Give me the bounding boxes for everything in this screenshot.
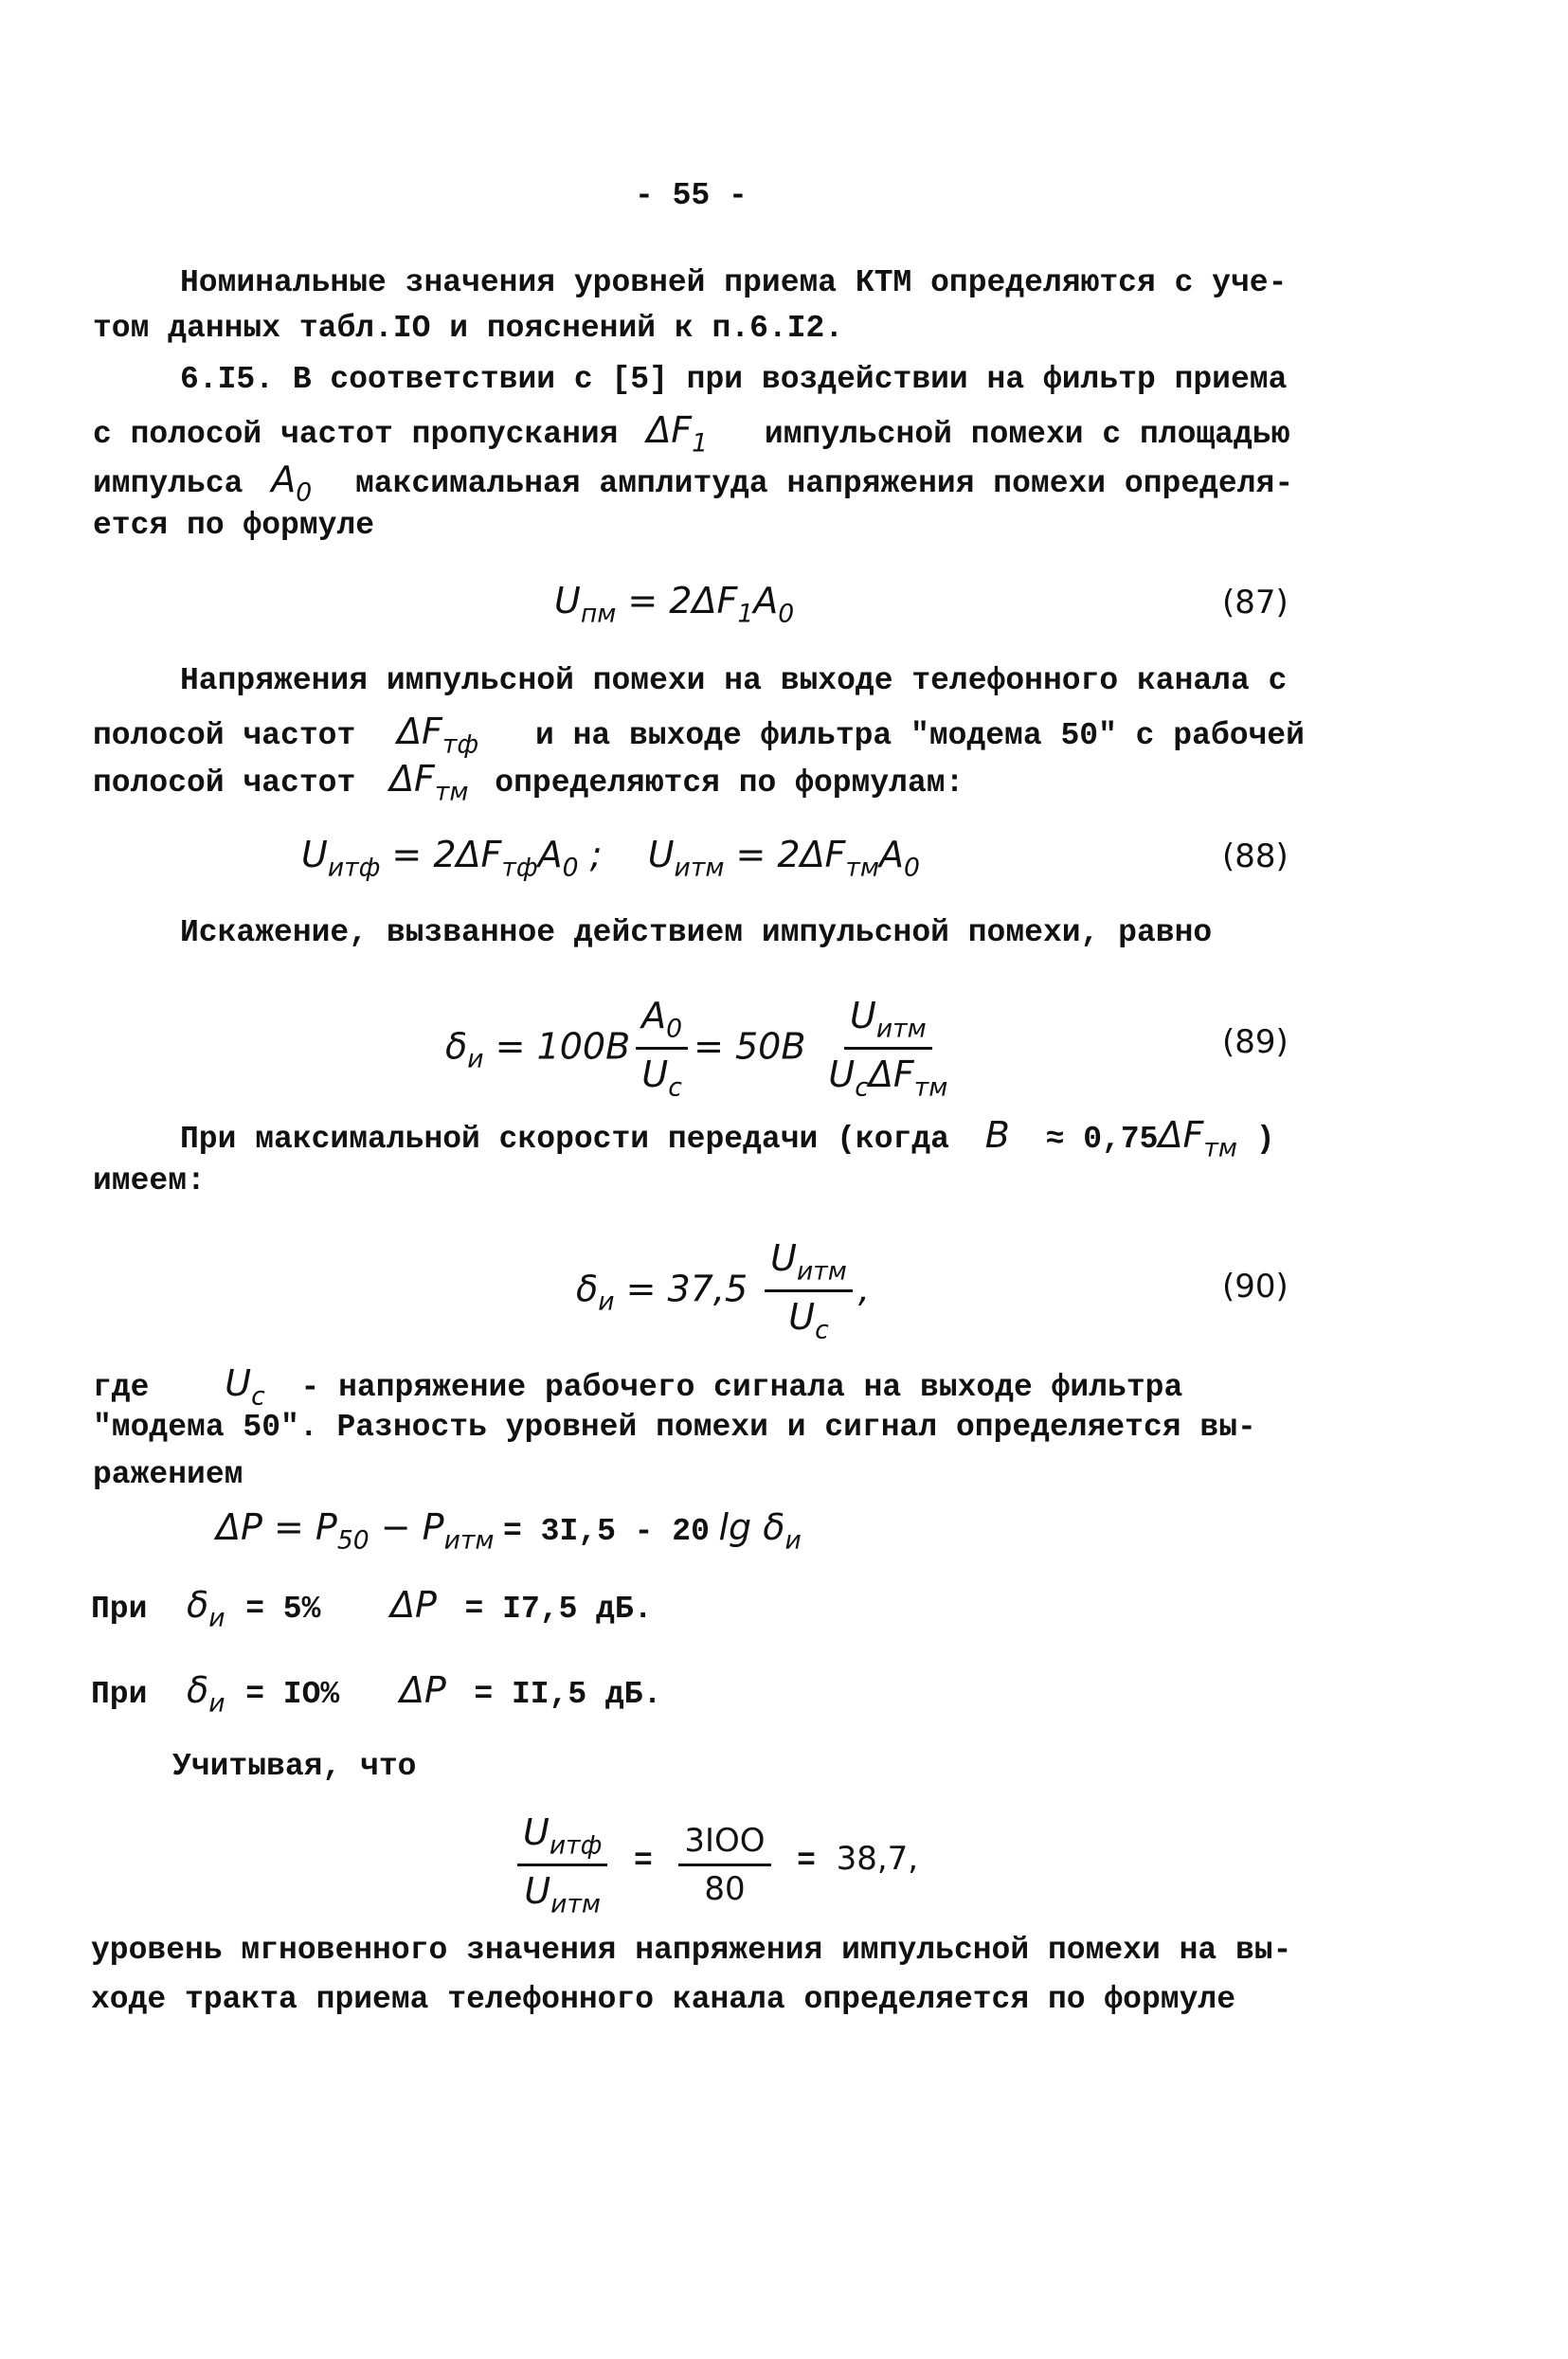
text-line: том данных табл.IO и пояснений к п.6.I2. bbox=[93, 311, 844, 346]
text-line: полосой частот $\Delta F_{тм}$ определяются по формулам: bbox=[93, 758, 964, 807]
equation-87: $U_{пм} = 2\Delta F_1A_0$ bbox=[554, 580, 795, 629]
text-line: уровень мгновенного значения напряжения импульсной помехи на вы- bbox=[91, 1933, 1292, 1968]
equation-88: $U_{итф} = 2\Delta F_{тф}A_0$ ; $U_{итм} = 2\Delta F_{тм}A_0$ bbox=[301, 834, 920, 883]
result-line-10pct: При $\delta_и = IO\%$ ΔP = II,5 дБ. bbox=[91, 1669, 662, 1719]
text-line: При максимальной скорости передачи (когда $B \approx 0,75\Delta F_{тм}$ ) bbox=[180, 1114, 1275, 1163]
equation-88-tag: (88) bbox=[1222, 837, 1289, 875]
equation-89-tag: (89) bbox=[1222, 1023, 1289, 1061]
text-line: полосой частот $\Delta F_{тф}$ и на выходе фильтра "модема 50" с рабочей bbox=[93, 711, 1305, 760]
text-line: Номинальные значения уровней приема КТМ определяются с уче- bbox=[180, 265, 1288, 300]
text-line: ется по формуле bbox=[93, 508, 375, 543]
text-line: Учитывая, что bbox=[172, 1749, 417, 1784]
equation-87-tag: (87) bbox=[1222, 584, 1289, 621]
equation-90: $\delta_и = 37,5$ $\frac{U_{итм}}{U_c}$ , bbox=[576, 1237, 870, 1345]
equation-89: $\delta_и = 100B$ $\frac{A_0}{U_c}$ = 50B $\frac{U_{итм}}{U_c\Delta F_{тм}}$ bbox=[445, 995, 948, 1103]
equation-90-tag: (90) bbox=[1222, 1268, 1289, 1306]
text-line: Искажение, вызванное действием импульсной помехи, равно bbox=[180, 915, 1213, 950]
text-line: ражением bbox=[93, 1457, 243, 1492]
text-line: импульса $A_0$ максимальная амплитуда напряжения помехи определя- bbox=[93, 459, 1294, 508]
text-line: ходе тракта приема телефонного канала определяется по формуле bbox=[91, 1982, 1235, 2017]
text-line: "модема 50". Разность уровней помехи и сигнал определяется вы- bbox=[93, 1410, 1256, 1445]
text-line: 6.I5. В соответствии с [5] при воздействии на фильтр приема bbox=[180, 362, 1288, 397]
text-line: с полосой частот пропускания $\Delta F_1$ импульсной помехи с площадью bbox=[93, 409, 1290, 459]
equation-ratio: $\frac{U_{итф}}{U_{итм}}$ = $\frac{\text{3IOO}}{80}$ = 38,7, bbox=[512, 1811, 918, 1919]
text-line: где $U_c$ - напряжение рабочего сигнала на выходе фильтра bbox=[93, 1362, 1183, 1412]
text-line: имеем: bbox=[93, 1163, 206, 1198]
equation-delta-p: $\Delta P = P_{50} - P_{итм} = 3I,5 - 20$ $\lg \delta_и$ bbox=[216, 1506, 802, 1556]
text-line: Напряжения импульсной помехи на выходе телефонного канала с bbox=[180, 663, 1288, 698]
page-number: - 55 - bbox=[635, 178, 748, 213]
result-line-5pct: При $\delta_и = 5\%$ ΔP = I7,5 дБ. bbox=[91, 1584, 653, 1633]
